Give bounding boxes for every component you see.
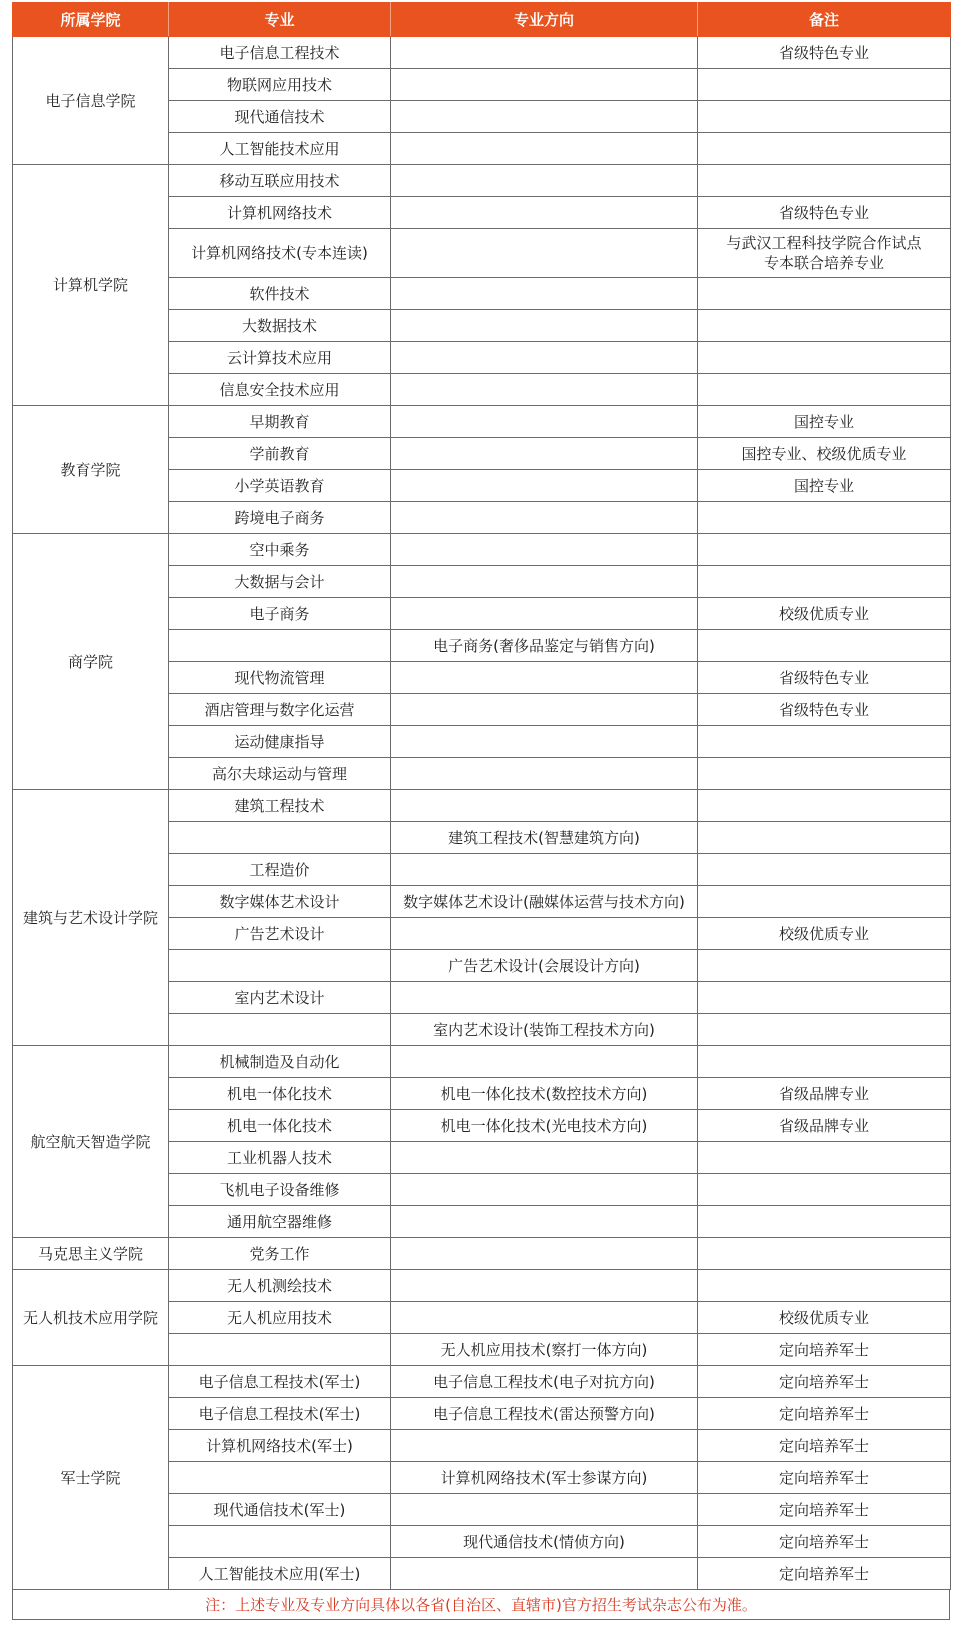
table-row bbox=[13, 165, 951, 197]
direction-cell bbox=[391, 1494, 698, 1526]
major-cell bbox=[169, 1014, 391, 1046]
direction-cell bbox=[391, 406, 698, 438]
major-cell: 工业机器人技术 bbox=[169, 1142, 391, 1174]
major-cell: 无人机测绘技术 bbox=[169, 1270, 391, 1302]
direction-cell bbox=[391, 1206, 698, 1238]
remark-cell bbox=[698, 1270, 951, 1302]
remark-cell bbox=[698, 342, 951, 374]
remark-cell: 校级优质专业 bbox=[698, 598, 951, 630]
major-cell: 广告艺术设计 bbox=[169, 918, 391, 950]
direction-cell bbox=[391, 566, 698, 598]
college-cell: 马克思主义学院 bbox=[13, 1238, 169, 1270]
header-row bbox=[13, 3, 951, 37]
remark-cell: 定向培养军士 bbox=[698, 1526, 951, 1558]
major-cell: 机电一体化技术 bbox=[169, 1110, 391, 1142]
direction-cell bbox=[391, 854, 698, 886]
major-cell: 现代物流管理 bbox=[169, 662, 391, 694]
major-cell: 飞机电子设备维修 bbox=[169, 1174, 391, 1206]
direction-cell bbox=[391, 101, 698, 133]
major-cell: 移动互联应用技术 bbox=[169, 165, 391, 197]
remark-cell bbox=[698, 726, 951, 758]
major-cell: 计算机网络技术(军士) bbox=[169, 1430, 391, 1462]
table-row bbox=[13, 1270, 951, 1302]
direction-cell: 现代通信技术(情侦方向) bbox=[391, 1526, 698, 1558]
table-row bbox=[13, 1238, 951, 1270]
remark-cell bbox=[698, 982, 951, 1014]
majors-table-container bbox=[12, 2, 950, 1620]
header-remark: 备注 bbox=[698, 3, 951, 37]
direction-cell: 电子商务(奢侈品鉴定与销售方向) bbox=[391, 630, 698, 662]
table-body bbox=[13, 37, 951, 1590]
direction-cell: 电子信息工程技术(雷达预警方向) bbox=[391, 1398, 698, 1430]
direction-cell bbox=[391, 229, 698, 278]
remark-cell bbox=[698, 758, 951, 790]
remark-cell bbox=[698, 374, 951, 406]
remark-cell bbox=[698, 1014, 951, 1046]
major-cell: 机械制造及自动化 bbox=[169, 1046, 391, 1078]
major-cell bbox=[169, 1462, 391, 1494]
direction-cell bbox=[391, 438, 698, 470]
major-cell bbox=[169, 1334, 391, 1366]
major-cell: 室内艺术设计 bbox=[169, 982, 391, 1014]
direction-cell: 电子信息工程技术(电子对抗方向) bbox=[391, 1366, 698, 1398]
direction-cell bbox=[391, 502, 698, 534]
direction-cell bbox=[391, 37, 698, 69]
direction-cell bbox=[391, 197, 698, 229]
college-cell: 教育学院 bbox=[13, 406, 169, 534]
direction-cell bbox=[391, 342, 698, 374]
remark-cell: 校级优质专业 bbox=[698, 918, 951, 950]
remark-cell: 定向培养军士 bbox=[698, 1494, 951, 1526]
college-cell: 建筑与艺术设计学院 bbox=[13, 790, 169, 1046]
remark-cell: 定向培养军士 bbox=[698, 1334, 951, 1366]
major-cell bbox=[169, 1526, 391, 1558]
direction-cell bbox=[391, 470, 698, 502]
direction-cell: 机电一体化技术(数控技术方向) bbox=[391, 1078, 698, 1110]
majors-table bbox=[12, 2, 951, 1590]
direction-cell bbox=[391, 1302, 698, 1334]
remark-cell bbox=[698, 534, 951, 566]
remark-cell bbox=[698, 630, 951, 662]
table-row bbox=[13, 534, 951, 566]
direction-cell: 建筑工程技术(智慧建筑方向) bbox=[391, 822, 698, 854]
remark-cell bbox=[698, 69, 951, 101]
remark-cell: 定向培养军士 bbox=[698, 1558, 951, 1590]
direction-cell: 计算机网络技术(军士参谋方向) bbox=[391, 1462, 698, 1494]
major-cell: 小学英语教育 bbox=[169, 470, 391, 502]
major-cell: 软件技术 bbox=[169, 278, 391, 310]
direction-cell bbox=[391, 1046, 698, 1078]
remark-cell bbox=[698, 886, 951, 918]
major-cell: 工程造价 bbox=[169, 854, 391, 886]
direction-cell bbox=[391, 534, 698, 566]
direction-cell bbox=[391, 1430, 698, 1462]
header-college: 所属学院 bbox=[13, 3, 169, 37]
direction-cell bbox=[391, 726, 698, 758]
major-cell: 党务工作 bbox=[169, 1238, 391, 1270]
remark-cell: 国控专业、校级优质专业 bbox=[698, 438, 951, 470]
remark-cell: 国控专业 bbox=[698, 406, 951, 438]
remark-cell bbox=[698, 1174, 951, 1206]
college-cell: 军士学院 bbox=[13, 1366, 169, 1590]
major-cell: 酒店管理与数字化运营 bbox=[169, 694, 391, 726]
direction-cell: 无人机应用技术(察打一体方向) bbox=[391, 1334, 698, 1366]
remark-cell bbox=[698, 822, 951, 854]
major-cell: 学前教育 bbox=[169, 438, 391, 470]
major-cell bbox=[169, 822, 391, 854]
college-cell: 电子信息学院 bbox=[13, 37, 169, 165]
direction-cell bbox=[391, 1558, 698, 1590]
direction-cell bbox=[391, 662, 698, 694]
remark-cell bbox=[698, 502, 951, 534]
major-cell: 电子商务 bbox=[169, 598, 391, 630]
college-cell: 计算机学院 bbox=[13, 165, 169, 406]
remark-cell bbox=[698, 278, 951, 310]
remark-cell bbox=[698, 310, 951, 342]
major-cell: 高尔夫球运动与管理 bbox=[169, 758, 391, 790]
major-cell: 计算机网络技术(专本连读) bbox=[169, 229, 391, 278]
remark-cell: 定向培养军士 bbox=[698, 1398, 951, 1430]
remark-cell bbox=[698, 790, 951, 822]
remark-cell bbox=[698, 133, 951, 165]
direction-cell bbox=[391, 694, 698, 726]
direction-cell bbox=[391, 1270, 698, 1302]
table-row bbox=[13, 406, 951, 438]
major-cell: 云计算技术应用 bbox=[169, 342, 391, 374]
direction-cell bbox=[391, 374, 698, 406]
table-header bbox=[13, 3, 951, 37]
table-row bbox=[13, 37, 951, 69]
major-cell: 物联网应用技术 bbox=[169, 69, 391, 101]
major-cell: 大数据与会计 bbox=[169, 566, 391, 598]
direction-cell bbox=[391, 758, 698, 790]
direction-cell bbox=[391, 918, 698, 950]
direction-cell: 机电一体化技术(光电技术方向) bbox=[391, 1110, 698, 1142]
header-major: 专业 bbox=[169, 3, 391, 37]
major-cell: 现代通信技术(军士) bbox=[169, 1494, 391, 1526]
remark-cell: 定向培养军士 bbox=[698, 1366, 951, 1398]
remark-cell bbox=[698, 854, 951, 886]
major-cell: 人工智能技术应用(军士) bbox=[169, 1558, 391, 1590]
college-cell: 无人机技术应用学院 bbox=[13, 1270, 169, 1366]
direction-cell bbox=[391, 982, 698, 1014]
remark-cell: 校级优质专业 bbox=[698, 1302, 951, 1334]
remark-cell bbox=[698, 1142, 951, 1174]
remark-cell bbox=[698, 1046, 951, 1078]
remark-cell: 省级特色专业 bbox=[698, 197, 951, 229]
remark-cell bbox=[698, 165, 951, 197]
direction-cell: 广告艺术设计(会展设计方向) bbox=[391, 950, 698, 982]
direction-cell bbox=[391, 165, 698, 197]
major-cell: 信息安全技术应用 bbox=[169, 374, 391, 406]
direction-cell bbox=[391, 1238, 698, 1270]
table-row bbox=[13, 1046, 951, 1078]
major-cell: 计算机网络技术 bbox=[169, 197, 391, 229]
remark-cell: 省级特色专业 bbox=[698, 37, 951, 69]
footnote: 注：上述专业及专业方向具体以各省(自治区、直辖市)官方招生考试杂志公布为准。 bbox=[12, 1590, 950, 1620]
remark-cell: 省级品牌专业 bbox=[698, 1110, 951, 1142]
header-direction: 专业方向 bbox=[391, 3, 698, 37]
college-cell: 商学院 bbox=[13, 534, 169, 790]
major-cell: 现代通信技术 bbox=[169, 101, 391, 133]
major-cell: 电子信息工程技术 bbox=[169, 37, 391, 69]
remark-cell: 省级特色专业 bbox=[698, 662, 951, 694]
remark-cell bbox=[698, 101, 951, 133]
remark-cell bbox=[698, 1206, 951, 1238]
remark-cell bbox=[698, 566, 951, 598]
direction-cell bbox=[391, 69, 698, 101]
major-cell: 建筑工程技术 bbox=[169, 790, 391, 822]
remark-cell bbox=[698, 1238, 951, 1270]
major-cell: 数字媒体艺术设计 bbox=[169, 886, 391, 918]
direction-cell bbox=[391, 310, 698, 342]
major-cell: 机电一体化技术 bbox=[169, 1078, 391, 1110]
remark-cell bbox=[698, 950, 951, 982]
major-cell: 跨境电子商务 bbox=[169, 502, 391, 534]
direction-cell bbox=[391, 1174, 698, 1206]
major-cell: 空中乘务 bbox=[169, 534, 391, 566]
major-cell: 早期教育 bbox=[169, 406, 391, 438]
direction-cell bbox=[391, 790, 698, 822]
major-cell: 无人机应用技术 bbox=[169, 1302, 391, 1334]
remark-cell: 定向培养军士 bbox=[698, 1462, 951, 1494]
remark-cell: 省级品牌专业 bbox=[698, 1078, 951, 1110]
direction-cell: 室内艺术设计(装饰工程技术方向) bbox=[391, 1014, 698, 1046]
remark-cell: 省级特色专业 bbox=[698, 694, 951, 726]
remark-cell: 定向培养军士 bbox=[698, 1430, 951, 1462]
remark-cell bbox=[698, 229, 951, 278]
major-cell: 运动健康指导 bbox=[169, 726, 391, 758]
direction-cell: 数字媒体艺术设计(融媒体运营与技术方向) bbox=[391, 886, 698, 918]
direction-cell bbox=[391, 133, 698, 165]
direction-cell bbox=[391, 598, 698, 630]
major-cell: 人工智能技术应用 bbox=[169, 133, 391, 165]
major-cell: 电子信息工程技术(军士) bbox=[169, 1398, 391, 1430]
table-row bbox=[13, 1366, 951, 1398]
table-row bbox=[13, 790, 951, 822]
direction-cell bbox=[391, 1142, 698, 1174]
major-cell bbox=[169, 630, 391, 662]
remark-line: 与武汉工程科技学院合作试点 bbox=[726, 234, 922, 252]
college-cell: 航空航天智造学院 bbox=[13, 1046, 169, 1238]
major-cell: 电子信息工程技术(军士) bbox=[169, 1366, 391, 1398]
remark-cell: 国控专业 bbox=[698, 470, 951, 502]
major-cell: 通用航空器维修 bbox=[169, 1206, 391, 1238]
major-cell bbox=[169, 950, 391, 982]
direction-cell bbox=[391, 278, 698, 310]
major-cell: 大数据技术 bbox=[169, 310, 391, 342]
remark-line: 专本联合培养专业 bbox=[763, 254, 884, 272]
